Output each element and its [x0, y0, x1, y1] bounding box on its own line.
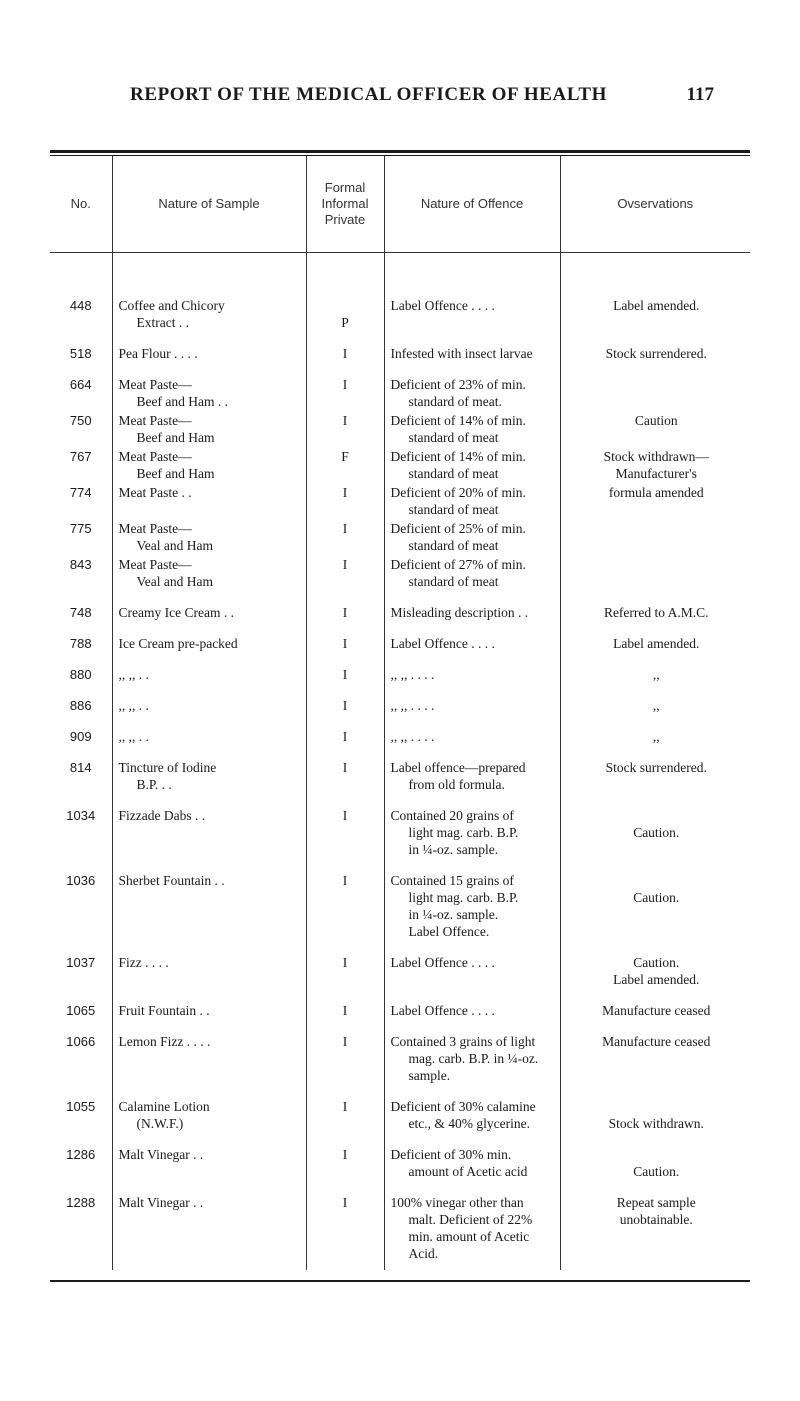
cell-offence-line: standard of meat. — [408, 394, 502, 409]
table-row — [50, 362, 750, 410]
cell-no-value: 880 — [69, 667, 92, 682]
table-row — [50, 1084, 750, 1132]
cell-offence — [384, 1180, 560, 1270]
cell-observations-line: Stock withdrawn. — [608, 1116, 704, 1131]
cell-sample-line: Beef and Ham . . — [136, 394, 228, 409]
cell-observations-line: Caution. — [633, 890, 680, 905]
cell-observations — [560, 331, 750, 362]
cell-type — [306, 482, 384, 518]
cell-type-value: I — [342, 698, 348, 713]
cell-type-value: I — [342, 521, 348, 536]
cell-sample-line: Ice Cream pre-packed — [118, 636, 238, 651]
cell-observations-line: Repeat sample — [616, 1195, 696, 1210]
cell-type-value: I — [342, 873, 348, 888]
cell-type-value: I — [342, 955, 348, 970]
cell-offence-line: standard of meat — [408, 466, 499, 481]
cell-no — [50, 482, 112, 518]
cell-no — [50, 1084, 112, 1132]
cell-observations — [560, 1019, 750, 1084]
cell-offence-line: Contained 15 grains of — [390, 873, 514, 888]
cell-offence — [384, 331, 560, 362]
cell-no — [50, 554, 112, 590]
cell-offence — [384, 518, 560, 554]
cell-offence-line: Deficient of 30% min. — [390, 1147, 512, 1162]
cell-type-value: I — [342, 346, 348, 361]
table-row — [50, 714, 750, 745]
cell-sample — [112, 940, 306, 988]
cell-sample-line: Beef and Ham — [136, 430, 215, 445]
cell-type — [306, 940, 384, 988]
cell-observations — [560, 793, 750, 858]
cell-type — [306, 988, 384, 1019]
table-row — [50, 683, 750, 714]
cell-type-value: I — [342, 413, 348, 428]
cell-sample-line: ,, ,, . . — [118, 698, 149, 713]
cell-no-value: 1037 — [66, 955, 96, 970]
cell-offence — [384, 554, 560, 590]
cell-offence-line: in ¼-oz. sample. — [408, 842, 499, 857]
cell-type-value: I — [342, 1099, 348, 1114]
cell-sample-line: Extract . . — [136, 315, 189, 330]
cell-offence-line: Label Offence . . . . — [390, 1003, 495, 1018]
cell-type — [306, 1132, 384, 1180]
cell-offence — [384, 621, 560, 652]
cell-observations — [560, 683, 750, 714]
table-row — [50, 1019, 750, 1084]
cell-no-value: 664 — [69, 377, 92, 392]
cell-sample-line: ,, ,, . . — [118, 667, 149, 682]
cell-offence-line: Label Offence. — [408, 924, 490, 939]
column-header-type: Formal Informal Private — [306, 156, 384, 253]
cell-observations — [560, 621, 750, 652]
cell-type-value: I — [342, 1034, 348, 1049]
cell-offence-line: min. amount of Acetic — [408, 1229, 530, 1244]
cell-type — [306, 590, 384, 621]
cell-type — [306, 331, 384, 362]
cell-sample-line: Fruit Fountain . . — [118, 1003, 210, 1018]
cell-sample — [112, 1084, 306, 1132]
table-row — [50, 745, 750, 793]
cell-type — [306, 714, 384, 745]
cell-no-value: 774 — [69, 485, 92, 500]
samples-table-container — [50, 150, 750, 1282]
cell-offence — [384, 940, 560, 988]
samples-table — [50, 156, 750, 1270]
cell-type — [306, 1019, 384, 1084]
cell-offence-line: Label Offence . . . . — [390, 955, 495, 970]
cell-offence — [384, 482, 560, 518]
cell-type — [306, 1084, 384, 1132]
cell-observations-line: ,, — [652, 729, 660, 744]
cell-observations — [560, 554, 750, 590]
cell-sample — [112, 988, 306, 1019]
cell-offence-line: standard of meat — [408, 502, 499, 517]
cell-no-value: 750 — [69, 413, 92, 428]
cell-sample-line: Meat Paste . . — [118, 485, 192, 500]
cell-observations-line: Label amended. — [613, 972, 700, 987]
cell-offence-line: Deficient of 14% of min. — [390, 449, 526, 464]
cell-no-value: 843 — [69, 557, 92, 572]
cell-no-value: 1034 — [66, 808, 96, 823]
cell-sample — [112, 683, 306, 714]
cell-sample — [112, 253, 306, 332]
cell-sample-line: Veal and Ham — [136, 574, 213, 589]
cell-type — [306, 621, 384, 652]
cell-sample-line: Creamy Ice Cream . . — [118, 605, 234, 620]
cell-sample-line: Malt Vinegar . . — [118, 1195, 204, 1210]
cell-type — [306, 518, 384, 554]
cell-observations — [560, 1084, 750, 1132]
column-header-no: No. — [50, 156, 112, 253]
cell-type-value: I — [342, 485, 348, 500]
cell-type — [306, 858, 384, 940]
cell-offence — [384, 253, 560, 332]
cell-no — [50, 1132, 112, 1180]
cell-observations-line: Caution. — [633, 825, 680, 840]
table-row — [50, 253, 750, 332]
cell-type — [306, 410, 384, 446]
cell-offence-line: Acid. — [408, 1246, 439, 1261]
cell-sample-line: Veal and Ham — [136, 538, 213, 553]
cell-no — [50, 446, 112, 482]
cell-observations-line: Caution — [634, 413, 678, 428]
cell-no — [50, 362, 112, 410]
cell-type-value: I — [342, 636, 348, 651]
cell-sample — [112, 652, 306, 683]
table-row — [50, 331, 750, 362]
cell-sample-line: Meat Paste— — [118, 557, 192, 572]
cell-sample — [112, 858, 306, 940]
cell-no — [50, 253, 112, 332]
cell-no — [50, 590, 112, 621]
table-row — [50, 1180, 750, 1270]
cell-type-value: I — [342, 667, 348, 682]
cell-sample — [112, 590, 306, 621]
cell-observations — [560, 590, 750, 621]
cell-type-value: I — [342, 729, 348, 744]
cell-sample — [112, 621, 306, 652]
cell-offence-line: malt. Deficient of 22% — [408, 1212, 533, 1227]
cell-offence-line: Contained 20 grains of — [390, 808, 514, 823]
cell-observations — [560, 518, 750, 554]
cell-sample-line: Fizzade Dabs . . — [118, 808, 206, 823]
cell-type — [306, 253, 384, 332]
table-row — [50, 940, 750, 988]
table-row — [50, 410, 750, 446]
cell-no-value: 788 — [69, 636, 92, 651]
cell-sample-line: Sherbet Fountain . . — [118, 873, 225, 888]
cell-observations-line — [565, 1146, 749, 1163]
cell-type — [306, 362, 384, 410]
cell-observations-line — [565, 1098, 749, 1115]
cell-no — [50, 714, 112, 745]
cell-offence-line: Misleading description . . — [390, 605, 529, 620]
table-row — [50, 482, 750, 518]
cell-offence-line: etc., & 40% glycerine. — [408, 1116, 530, 1131]
cell-sample-line: Calamine Lotion — [118, 1099, 210, 1114]
cell-offence-line: Deficient of 27% of min. — [390, 557, 526, 572]
cell-observations-line: Referred to A.M.C. — [603, 605, 709, 620]
cell-type-value: I — [342, 557, 348, 572]
cell-offence — [384, 590, 560, 621]
cell-type-value: I — [342, 1003, 348, 1018]
cell-no-value: 775 — [69, 521, 92, 536]
cell-offence-line: in ¼-oz. sample. — [408, 907, 499, 922]
cell-no-value: 748 — [69, 605, 92, 620]
cell-offence-line: ,, ,, . . . . — [390, 667, 435, 682]
cell-observations — [560, 446, 750, 482]
cell-observations — [560, 652, 750, 683]
cell-type-value: I — [342, 808, 348, 823]
cell-observations-line: Caution. — [633, 955, 680, 970]
cell-no-value: 1286 — [66, 1147, 96, 1162]
cell-offence-line: light mag. carb. B.P. — [408, 825, 519, 840]
cell-sample-line: Coffee and Chicory — [118, 298, 225, 313]
cell-no — [50, 793, 112, 858]
table-row — [50, 554, 750, 590]
column-header-observations: Ovservations — [560, 156, 750, 253]
cell-observations — [560, 988, 750, 1019]
cell-observations — [560, 362, 750, 410]
cell-type-value: I — [342, 605, 348, 620]
cell-offence-line: light mag. carb. B.P. — [408, 890, 519, 905]
cell-no — [50, 410, 112, 446]
table-header-row — [50, 156, 750, 253]
cell-offence-line: sample. — [408, 1068, 451, 1083]
cell-sample — [112, 410, 306, 446]
cell-observations-line: formula amended — [608, 485, 704, 500]
table-row — [50, 621, 750, 652]
cell-offence-line: Deficient of 20% of min. — [390, 485, 526, 500]
table-row — [50, 652, 750, 683]
cell-no — [50, 652, 112, 683]
cell-offence — [384, 362, 560, 410]
cell-sample — [112, 446, 306, 482]
cell-no-value: 1288 — [66, 1195, 96, 1210]
cell-offence — [384, 988, 560, 1019]
cell-sample-line: Pea Flour . . . . — [118, 346, 198, 361]
cell-sample — [112, 1132, 306, 1180]
cell-observations-line: Manufacture ceased — [602, 1034, 711, 1049]
cell-offence — [384, 793, 560, 858]
cell-no — [50, 518, 112, 554]
cell-observations-line: Manufacture ceased — [602, 1003, 711, 1018]
cell-no-value: 1036 — [66, 873, 96, 888]
cell-no-value: 886 — [69, 698, 92, 713]
cell-no — [50, 1180, 112, 1270]
cell-sample — [112, 745, 306, 793]
cell-offence — [384, 683, 560, 714]
cell-observations — [560, 714, 750, 745]
cell-observations — [560, 1180, 750, 1270]
cell-offence-line: ,, ,, . . . . — [390, 729, 435, 744]
cell-sample — [112, 482, 306, 518]
cell-sample-line: Lemon Fizz . . . . — [118, 1034, 211, 1049]
cell-no-value: 814 — [69, 760, 92, 775]
cell-sample-line: Fizz . . . . — [118, 955, 169, 970]
cell-sample — [112, 331, 306, 362]
cell-offence-line: Deficient of 30% calamine — [390, 1099, 536, 1114]
cell-no — [50, 331, 112, 362]
table-row — [50, 590, 750, 621]
cell-sample-line: Malt Vinegar . . — [118, 1147, 204, 1162]
cell-observations — [560, 745, 750, 793]
cell-observations-line: Manufacturer's — [615, 466, 697, 481]
cell-sample — [112, 362, 306, 410]
cell-no-value: 1066 — [66, 1034, 96, 1049]
cell-offence-line: amount of Acetic acid — [408, 1164, 528, 1179]
cell-sample-line: Meat Paste— — [118, 521, 192, 536]
cell-offence — [384, 745, 560, 793]
cell-offence — [384, 1019, 560, 1084]
cell-type — [306, 652, 384, 683]
cell-offence-line: standard of meat — [408, 538, 499, 553]
cell-offence-line: Label offence—prepared — [390, 760, 526, 775]
cell-type — [306, 793, 384, 858]
cell-no-value: 767 — [69, 449, 92, 464]
cell-offence — [384, 714, 560, 745]
cell-sample-line: ,, ,, . . — [118, 729, 149, 744]
cell-offence-line: Label Offence . . . . — [390, 636, 495, 651]
table-row — [50, 793, 750, 858]
cell-observations-line: unobtainable. — [619, 1212, 693, 1227]
cell-offence — [384, 446, 560, 482]
cell-observations-line: Stock surrendered. — [605, 760, 707, 775]
cell-offence — [384, 1084, 560, 1132]
cell-sample — [112, 1019, 306, 1084]
cell-offence — [384, 652, 560, 683]
cell-type-value: I — [342, 377, 348, 392]
cell-sample — [112, 518, 306, 554]
table-body — [50, 253, 750, 1271]
cell-offence-line: Deficient of 23% of min. — [390, 377, 526, 392]
cell-offence — [384, 858, 560, 940]
cell-sample — [112, 714, 306, 745]
cell-observations-line: Stock withdrawn— — [603, 449, 709, 464]
table-row — [50, 446, 750, 482]
cell-observations — [560, 940, 750, 988]
cell-observations-line: Caution. — [633, 1164, 680, 1179]
cell-observations — [560, 410, 750, 446]
cell-no — [50, 683, 112, 714]
cell-type — [306, 683, 384, 714]
table-row — [50, 988, 750, 1019]
cell-type-value: I — [342, 1195, 348, 1210]
cell-no — [50, 745, 112, 793]
page-number: 117 — [686, 84, 714, 105]
cell-sample-line: Meat Paste— — [118, 413, 192, 428]
cell-offence-line: standard of meat — [408, 574, 499, 589]
cell-offence-line: Contained 3 grains of light — [390, 1034, 536, 1049]
cell-observations-line — [565, 807, 749, 824]
cell-observations — [560, 482, 750, 518]
cell-observations-line: Stock surrendered. — [605, 346, 707, 361]
cell-observations — [560, 858, 750, 940]
table-bottom-rule — [50, 1280, 750, 1282]
table-row — [50, 1132, 750, 1180]
cell-type-value: I — [342, 1147, 348, 1162]
cell-no-value: 909 — [69, 729, 92, 744]
report-title: REPORT OF THE MEDICAL OFFICER OF HEALTH — [130, 84, 608, 105]
cell-offence-line: Deficient of 25% of min. — [390, 521, 526, 536]
cell-sample-line: Tincture of Iodine — [118, 760, 217, 775]
cell-no-value: 1065 — [66, 1003, 96, 1018]
cell-type — [306, 446, 384, 482]
cell-sample — [112, 793, 306, 858]
cell-offence-line: from old formula. — [408, 777, 505, 792]
page-header — [0, 84, 800, 114]
cell-offence — [384, 410, 560, 446]
cell-no-value: 518 — [69, 346, 92, 361]
cell-no — [50, 1019, 112, 1084]
cell-observations — [560, 253, 750, 332]
cell-no — [50, 940, 112, 988]
cell-type — [306, 554, 384, 590]
cell-no-value: 448 — [69, 298, 92, 313]
cell-observations-line — [565, 872, 749, 889]
cell-sample-line: B.P. . . — [136, 777, 172, 792]
table-row — [50, 518, 750, 554]
cell-observations-line: ,, — [652, 667, 660, 682]
cell-no — [50, 988, 112, 1019]
cell-offence-line: Deficient of 14% of min. — [390, 413, 526, 428]
cell-sample — [112, 554, 306, 590]
cell-sample-line: Beef and Ham — [136, 466, 215, 481]
cell-no-value: 1055 — [66, 1099, 96, 1114]
cell-observations-line: ,, — [652, 698, 660, 713]
table-row — [50, 858, 750, 940]
cell-sample-line: Meat Paste— — [118, 449, 192, 464]
cell-observations-line: Label amended. — [613, 298, 700, 313]
cell-offence — [384, 1132, 560, 1180]
cell-type — [306, 1180, 384, 1270]
cell-sample-line: (N.W.F.) — [136, 1116, 184, 1131]
column-header-sample: Nature of Sample — [112, 156, 306, 253]
cell-offence-line: 100% vinegar other than — [390, 1195, 524, 1210]
column-header-offence: Nature of Offence — [384, 156, 560, 253]
cell-type-value: I — [342, 760, 348, 775]
cell-type-value: F — [341, 449, 349, 464]
cell-offence-line: Label Offence . . . . — [390, 298, 495, 313]
cell-offence-line: mag. carb. B.P. in ¼-oz. — [408, 1051, 539, 1066]
cell-no — [50, 858, 112, 940]
cell-sample — [112, 1180, 306, 1270]
cell-offence-line: Infested with insect larvae — [390, 346, 533, 361]
cell-observations — [560, 1132, 750, 1180]
cell-type — [306, 745, 384, 793]
cell-sample-line: Meat Paste— — [118, 377, 192, 392]
cell-observations-line: Label amended. — [613, 636, 700, 651]
cell-no — [50, 621, 112, 652]
cell-offence-line: standard of meat — [408, 430, 499, 445]
cell-offence-line: ,, ,, . . . . — [390, 698, 435, 713]
cell-type-value: P — [341, 315, 349, 330]
